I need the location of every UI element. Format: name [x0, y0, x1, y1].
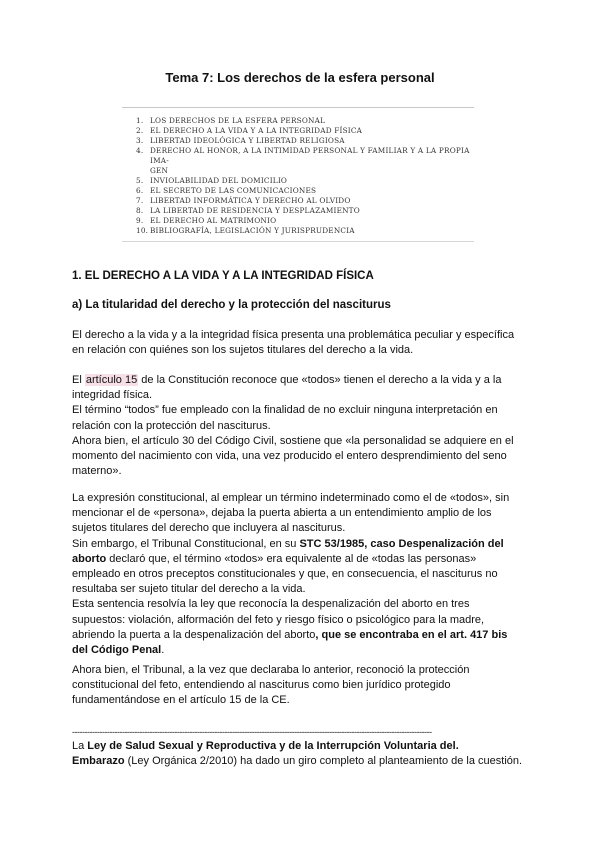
text-line: El derecho a la vida y a la integridad física presenta una problemática peculiar y específica [72, 329, 515, 341]
paragraph-5 [72, 739, 528, 769]
toc-item [136, 146, 476, 166]
toc-item-label: INVIOLABILIDAD DEL DOMICILIO [150, 176, 288, 185]
law-title-cont: Embarazo [72, 755, 125, 768]
toc-item-number: 8. [136, 206, 144, 215]
bold-fragment: , que se encontraba en el art. 417 bis [315, 628, 508, 641]
text-line: relación con la protección del nasciturus. [72, 419, 271, 432]
text-line: El término “todos” fue empleado con la finalidad de no excluir ninguna interpretación en [72, 404, 498, 417]
page-title: Tema 7: Los derechos de la esfera personal [165, 70, 435, 85]
text-fragment: Sin embargo, el Tribunal Constitucional, en su [72, 537, 300, 550]
text-fragment: (Ley Orgánica 2/2010) ha dado un giro completo al planteamiento de la cuestión. [124, 755, 523, 768]
toc-item-number: 5. [136, 176, 144, 185]
toc-item [136, 126, 476, 136]
toc-item-number: 3. [136, 136, 144, 145]
toc-item-label: EL SECRETO DE LAS COMUNICACIONES [150, 186, 317, 195]
toc-item-number: 9. [136, 216, 144, 225]
toc-item [136, 116, 476, 126]
toc-item [136, 176, 476, 186]
text-line: empleado en otros preceptos constitucionales y que, en consecuencia, el nasciturus no [72, 568, 498, 581]
text-line: resultaba ser sujeto titular del derecho a la vida. [72, 583, 306, 596]
text-line: sujetos titulares del derecho que incluyera al nasciturus. [72, 522, 346, 535]
text-line: fundamentándose en el artículo 15 de la CE. [72, 694, 290, 707]
text-line [72, 373, 528, 388]
section-heading: 1. EL DERECHO A LA VIDA Y A LA INTEGRIDAD FÍSICA [72, 270, 374, 282]
table-of-contents [136, 116, 476, 236]
toc-item-label: BIBLIOGRAFÍA, LEGISLACIÓN Y JURISPRUDENCIA [150, 226, 355, 235]
dashed-separator: ------------------------------------------------------------------------------------------------------------------------------------------------ [72, 727, 432, 737]
subsection-heading: a) La titularidad del derecho y la protección del nasciturus [72, 299, 391, 311]
text-line: integridad física. [72, 389, 153, 402]
toc-item-number: 4. [136, 146, 144, 155]
text-line: La expresión constitucional, al emplear un término indeterminado como el de «todos», sin [72, 492, 510, 504]
text-line: materno». [72, 465, 122, 478]
bold-fragment: del Código Penal [72, 644, 162, 657]
text-line [72, 754, 528, 769]
text-line: Ahora bien, el Tribunal, a la vez que declaraba lo anterior, reconoció la protección [72, 664, 470, 676]
toc-item [136, 186, 476, 196]
toc-item [136, 166, 476, 176]
text-fragment: abriendo la puerta a la despenalización del aborto [72, 628, 316, 641]
text-line: Esta sentencia resolvía la ley que reconocía la despenalización del aborto en tres [72, 598, 470, 611]
text-line [72, 628, 528, 643]
text-fragment: La [72, 740, 88, 752]
text-line: mencionar el de «persona», dejaba la puerta abierta a un entendimiento amplio de los [72, 507, 492, 520]
toc-bottom-divider [122, 241, 474, 242]
text-fragment: . [161, 644, 165, 657]
text-fragment: de la Constitución reconoce que «todos» tienen el derecho a la vida y a la [138, 374, 502, 386]
paragraph-2 [72, 373, 528, 479]
stc-reference-cont: aborto [72, 552, 107, 565]
toc-item-number: 10. [136, 226, 149, 235]
text-line: momento del nacimiento con vida, una vez producido el entero desprendimiento del seno [72, 450, 507, 463]
toc-item-label: LIBERTAD IDEOLÓGICA Y LIBERTAD RELIGIOSA [150, 136, 345, 145]
text-line: Ahora bien, el artículo 30 del Código Civil, sostiene que «la personalidad se adquiere en el [72, 434, 514, 447]
text-line [72, 552, 528, 567]
text-line [72, 537, 528, 552]
text-fragment: declaró que, el término «todos» era equivalente al de «todas las personas» [106, 552, 477, 565]
text-line: constitucional del feto, entendiendo al nasciturus como bien jurídico protegido [72, 679, 451, 692]
toc-item-label: LIBERTAD INFORMÁTICA Y DERECHO AL OLVIDO [150, 196, 351, 205]
paragraph-4 [72, 663, 528, 709]
toc-item-number: 6. [136, 186, 144, 195]
stc-reference: STC 53/1985, caso Despenalización del [299, 537, 504, 550]
toc-item-label: DERECHO AL HONOR, A LA INTIMIDAD PERSONAL Y FAMILIAR Y A LA PROPIA IMA- [150, 146, 470, 165]
text-line: en relación con quiénes son los sujetos titulares del derecho a la vida. [72, 344, 414, 357]
law-title: Ley de Salud Sexual y Reproductiva y de la Interrupción Voluntaria del. [87, 740, 459, 752]
toc-item-number [136, 166, 150, 176]
toc-item-number: 7. [136, 196, 144, 205]
toc-item [136, 206, 476, 216]
toc-item-label: GEN [150, 166, 169, 175]
text-fragment: El [72, 374, 85, 386]
toc-item-label: LOS DERECHOS DE LA ESFERA PERSONAL [150, 116, 326, 125]
paragraph-1 [72, 328, 528, 358]
toc-item [136, 196, 476, 206]
toc-item [136, 216, 476, 226]
toc-item-label: EL DERECHO A LA VIDA Y A LA INTEGRIDAD FÍSICA [150, 126, 363, 135]
toc-item-number: 2. [136, 126, 144, 135]
toc-top-divider [122, 107, 474, 108]
toc-item-number: 1. [136, 116, 144, 125]
toc-item [136, 226, 476, 236]
text-line: supuestos: violación, alformación del feto y riesgo físico o psicológico para la madre, [72, 613, 485, 626]
text-line [72, 739, 528, 754]
toc-item-label: EL DERECHO AL MATRIMONIO [150, 216, 277, 225]
toc-item-label: LA LIBERTAD DE RESIDENCIA Y DESPLAZAMIENTO [150, 206, 360, 215]
article-15-link[interactable]: artículo 15 [85, 374, 138, 386]
toc-item [136, 136, 476, 146]
text-line [72, 643, 528, 658]
paragraph-3 [72, 491, 528, 658]
